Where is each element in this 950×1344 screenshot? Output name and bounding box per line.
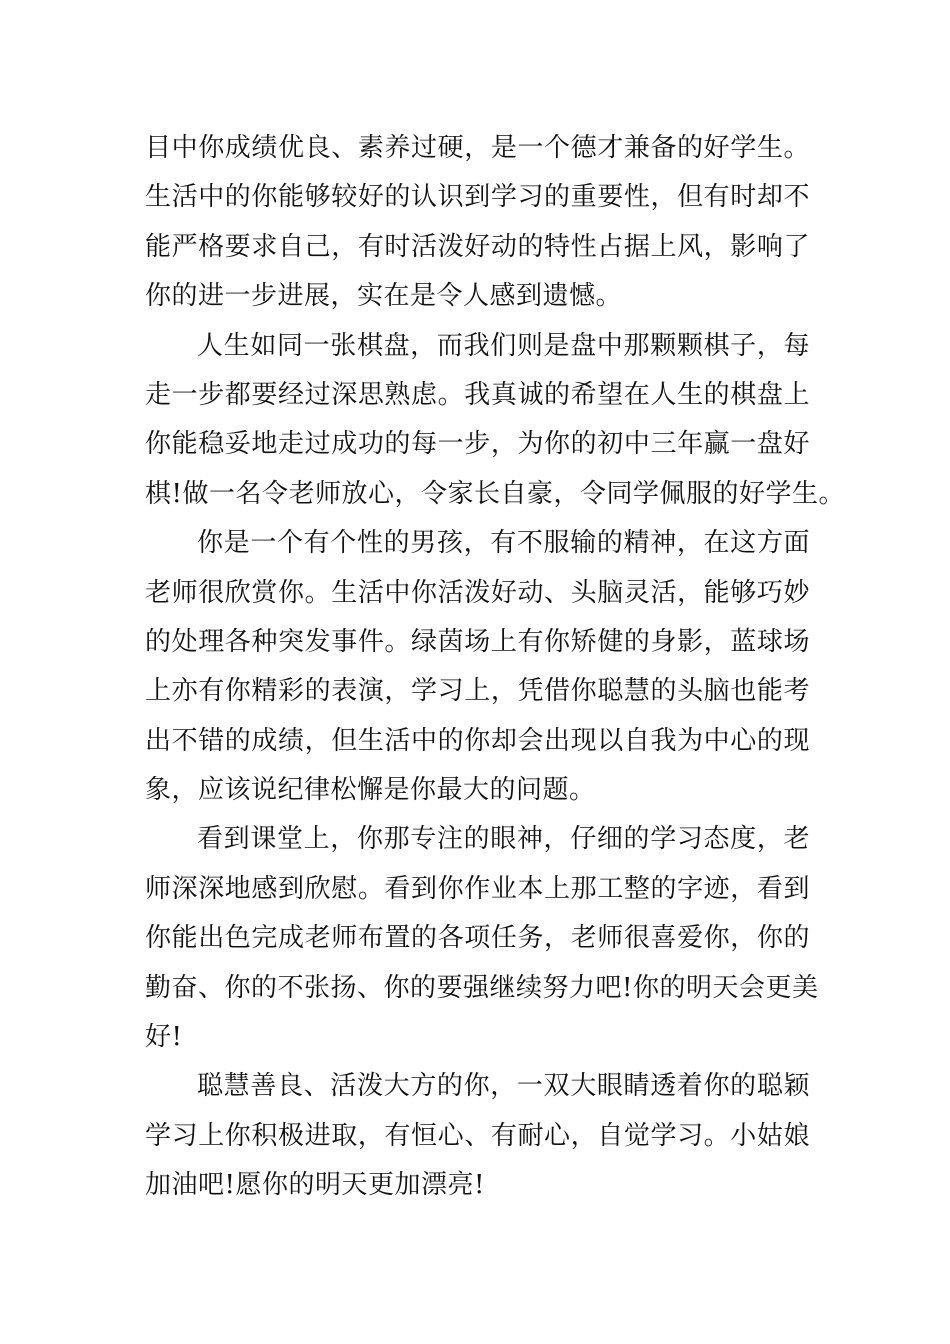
- text-line: 学习上你积极进取，有恒心、有耐心，自觉学习。小姑娘: [145, 1120, 810, 1151]
- text-line: 加油吧!愿你的明天更加漂亮!: [145, 1170, 485, 1201]
- paragraph-2: [145, 322, 845, 520]
- text-line: 上亦有你精彩的表演，学习上，凭借你聪慧的头脑也能考: [145, 676, 810, 707]
- paragraph-1: [145, 124, 810, 322]
- text-line: 生活中的你能够较好的认识到学习的重要性，但有时却不: [145, 182, 810, 213]
- text-line: 走一步都要经过深思熟虑。我真诚的希望在人生的棋盘上: [145, 379, 810, 410]
- text-line: 棋!做一名令老师放心，令家长自豪，令同学佩服的好学生。: [145, 478, 845, 509]
- text-line: 你能稳妥地走过成功的每一步，为你的初中三年赢一盘好: [145, 429, 810, 460]
- text-line: 好!: [145, 1022, 183, 1053]
- paragraph-4: [145, 815, 819, 1062]
- text-line: 你是一个有个性的男孩，有不服输的精神，在这方面: [197, 528, 810, 559]
- text-line: 你能出色完成老师布置的各项任务，老师很喜爱你，你的: [145, 923, 810, 954]
- text-line: 你的进一步进展，实在是令人感到遗憾。: [145, 281, 623, 312]
- paragraph-3: [145, 519, 810, 815]
- text-line: 目中你成绩优良、素养过硬，是一个德才兼备的好学生。: [145, 133, 810, 163]
- text-line: 聪慧善良、活泼大方的你，一双大眼睛透着你的聪颖: [197, 1071, 810, 1102]
- document-page: [145, 124, 845, 1211]
- text-line: 的处理各种突发事件。绿茵场上有你矫健的身影，蓝球场: [145, 626, 810, 657]
- paragraph-5: [145, 1062, 810, 1210]
- text-line: 象，应该说纪律松懈是你最大的问题。: [145, 775, 596, 806]
- text-line: 人生如同一张棋盘，而我们则是盘中那颗颗棋子，每: [197, 330, 810, 361]
- text-line: 能严格要求自己，有时活泼好动的特性占据上风，影响了: [145, 231, 810, 262]
- text-line: 勤奋、你的不张扬、你的要强继续努力吧!你的明天会更美: [145, 972, 819, 1003]
- text-line: 师深深地感到欣慰。看到你作业本上那工整的字迹，看到: [145, 873, 810, 904]
- text-line: 老师很欣赏你。生活中你活泼好动、头脑灵活，能够巧妙: [145, 577, 810, 608]
- text-line: 出不错的成绩，但生活中的你却会出现以自我为中心的现: [145, 725, 810, 756]
- text-line: 看到课堂上，你那专注的眼神，仔细的学习态度，老: [197, 824, 810, 855]
